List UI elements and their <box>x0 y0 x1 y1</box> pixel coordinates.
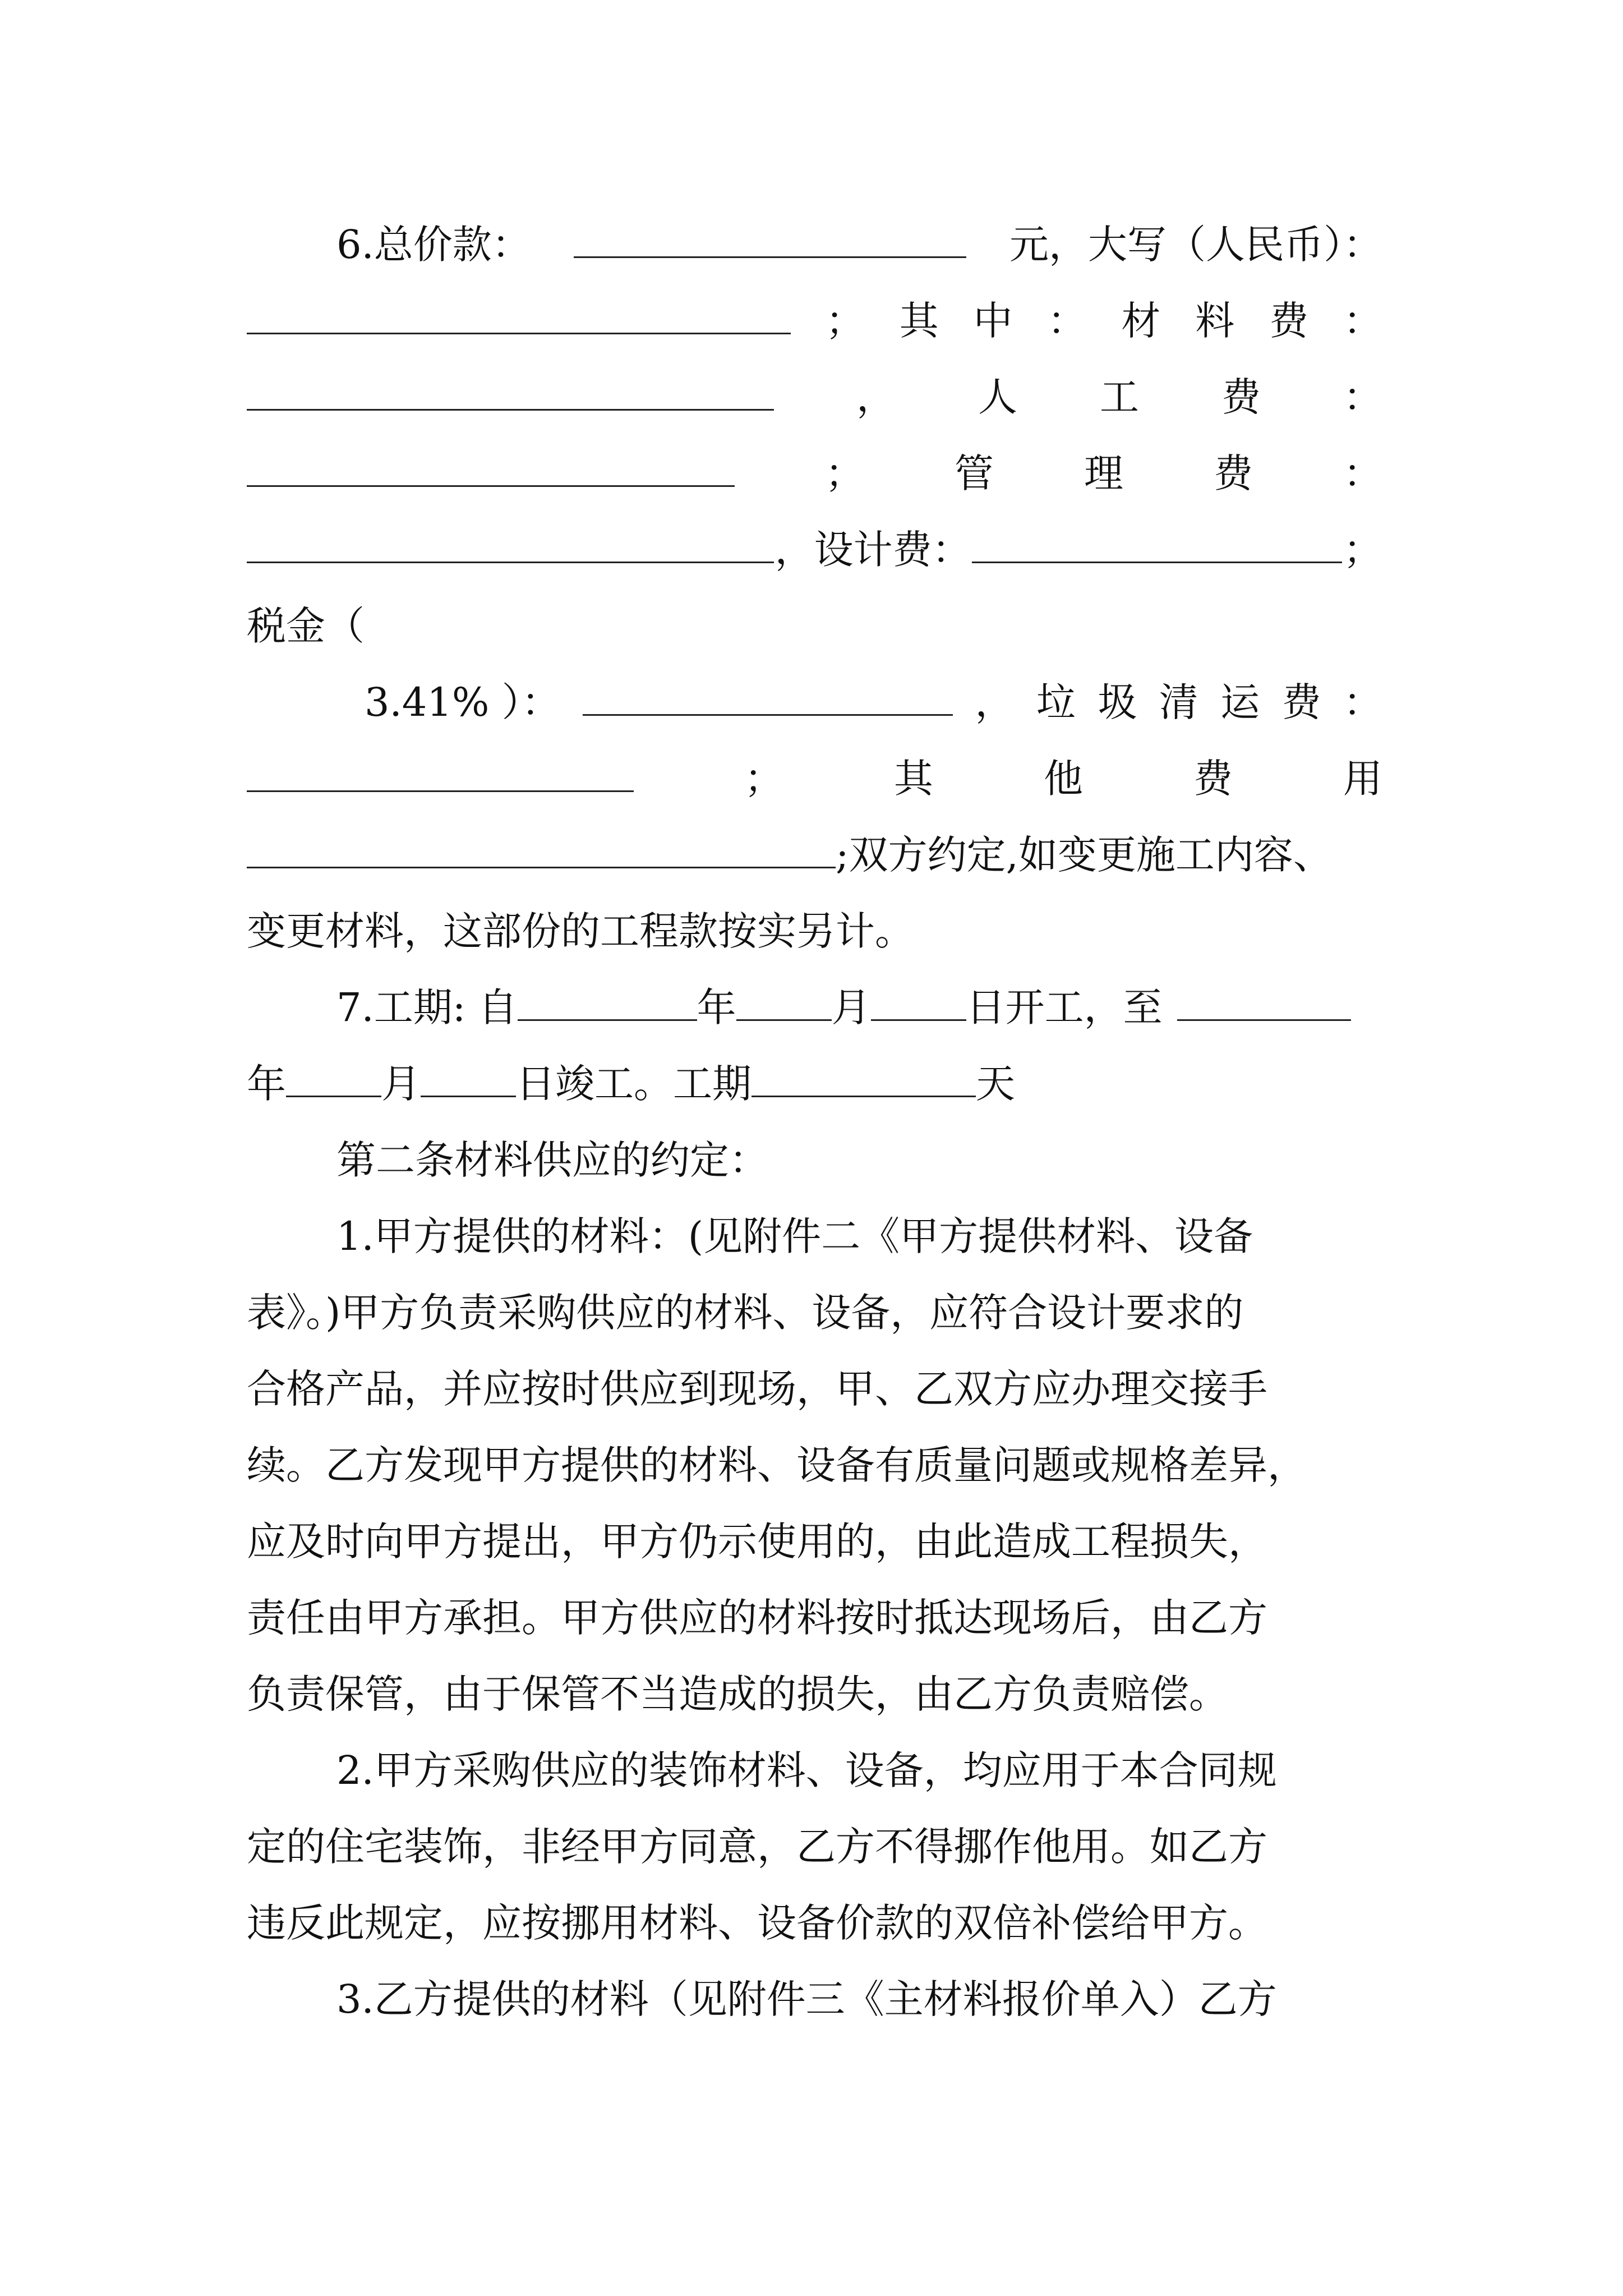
material-fee-char: 材 <box>1121 298 1161 344</box>
of-which-char: 其 <box>899 298 939 344</box>
garbage-fee-char: 圾 <box>1098 679 1137 725</box>
agreement-text: 变更材料，这部份的工程款按实另计。 <box>247 908 914 954</box>
end-month-blank[interactable] <box>286 1046 381 1097</box>
period-line <box>336 969 1382 1046</box>
tax-prefix-label: 税金（ <box>247 603 365 649</box>
garbage-fee-char: 费 <box>1281 679 1321 725</box>
p1-line: 1.甲方提供的材料：(见附件二《甲方提供材料、设备 <box>336 1213 1253 1259</box>
of-which-char: 中 <box>973 298 1013 344</box>
period-days-blank[interactable] <box>751 1046 976 1097</box>
agreement-line <box>247 817 1382 893</box>
start-year-blank[interactable] <box>518 970 697 1021</box>
p1-line: 负责保管，由于保管不当造成的损失，由乙方负责赔偿。 <box>247 1671 1228 1717</box>
mgmt-fee-blank[interactable] <box>247 512 774 563</box>
garbage-fee-char: 清 <box>1159 679 1198 725</box>
mgmt-fee-line <box>247 435 1382 512</box>
end-year-blank[interactable] <box>1177 970 1351 1021</box>
start-day-label: 日开工，至 <box>966 984 1163 1030</box>
tax-blank[interactable] <box>583 665 953 716</box>
p2-line: 定的住宅装饰，非经甲方同意，乙方不得挪作他用。如乙方 <box>247 1824 1267 1870</box>
labor-fee-blank[interactable] <box>247 436 735 487</box>
agreement-text: ;双方约定,如变更施工内容、 <box>836 832 1332 878</box>
tax-rate-line <box>365 664 1382 740</box>
other-fees-line <box>247 740 1382 817</box>
start-day-blank[interactable] <box>871 970 966 1021</box>
tax-rate-label: 3.41% ）： <box>365 679 561 725</box>
labor-fee-char: 人 <box>978 374 1017 420</box>
other-fees-char: 其 <box>894 756 933 802</box>
mgmt-fee-char: ： <box>1343 450 1382 496</box>
material-fee-char: ： <box>1343 298 1382 344</box>
days-label: 天 <box>976 1061 1015 1107</box>
other-fees-char: 费 <box>1193 756 1233 802</box>
labor-fee-char: ： <box>1343 374 1382 420</box>
section-2-title-text: 第二条材料供应的约定： <box>336 1137 768 1183</box>
mgmt-fee-char: 理 <box>1084 450 1123 496</box>
garbage-fee-char: 垃 <box>1036 679 1076 725</box>
garbage-fee-char: 运 <box>1220 679 1260 725</box>
semicolon: ； <box>825 298 865 344</box>
other-fees-blank[interactable] <box>247 817 836 868</box>
other-fees-char: 他 <box>1044 756 1083 802</box>
p1-line: 续。乙方发现甲方提供的材料、设备有质量问题或规格差异， <box>247 1442 1307 1488</box>
tax-prefix-line <box>247 588 1382 664</box>
year-label: 年 <box>697 984 736 1030</box>
month-label: 月 <box>831 984 871 1030</box>
material-fee-blank[interactable] <box>247 360 774 411</box>
other-fees-char: 用 <box>1343 756 1382 802</box>
garbage-fee-blank[interactable] <box>247 741 634 792</box>
semicolon: ； <box>825 450 864 496</box>
mgmt-fee-char: 管 <box>955 450 994 496</box>
semicolon: ； <box>744 756 783 802</box>
total-price-blank[interactable] <box>574 207 966 258</box>
uppercase-amount-blank[interactable] <box>247 283 791 334</box>
p1-line: 应及时向甲方提出，甲方仍示使用的，由此造成工程损失， <box>247 1519 1267 1565</box>
semicolon: ； <box>1343 527 1382 573</box>
month-label: 月 <box>381 1061 421 1107</box>
material-fee-char: 费 <box>1269 298 1309 344</box>
garbage-fee-char: ： <box>1343 679 1382 725</box>
p2-line: 违反此规定，应按挪用材料、设备价款的双倍补偿给甲方。 <box>247 1900 1267 1946</box>
material-fee-char: 料 <box>1195 298 1235 344</box>
agreement-line-2 <box>247 893 1382 969</box>
p1-line: 合格产品，并应按时供应到现场，甲、乙双方应办理交接手 <box>247 1366 1267 1412</box>
total-price-label: 6.总价款： <box>336 222 531 268</box>
total-price-line <box>336 206 1382 283</box>
period-line-2 <box>247 1046 1382 1122</box>
p3-line: 3.乙方提供的材料（见附件三《主材料报价单入）乙方 <box>336 1976 1277 2022</box>
labor-fee-char: 费 <box>1221 374 1261 420</box>
p2-line: 2.甲方采购供应的装饰材料、设备，均应用于本合同规 <box>336 1747 1277 1793</box>
yuan-uppercase-label: 元，大写（人民币）： <box>1009 222 1382 268</box>
end-day-label: 日竣工。工期 <box>516 1061 751 1107</box>
section-2-title <box>336 1122 1382 1198</box>
design-fee-label: ，设计费： <box>774 527 971 573</box>
period-label: 7.工期: 自 <box>336 984 518 1030</box>
labor-fee-line <box>247 359 1382 435</box>
of-which-line <box>247 283 1382 359</box>
design-fee-blank[interactable] <box>972 512 1342 563</box>
comma: ， <box>975 679 1015 725</box>
p1-line: 表》。)甲方负责采购供应的材料、设备，应符合设计要求的 <box>247 1290 1244 1336</box>
mgmt-fee-char: 费 <box>1214 450 1253 496</box>
design-fee-line <box>247 512 1382 588</box>
labor-fee-char: 工 <box>1100 374 1139 420</box>
of-which-char: ： <box>1047 298 1087 344</box>
comma: ， <box>856 374 896 420</box>
end-day-blank[interactable] <box>421 1046 516 1097</box>
start-month-blank[interactable] <box>736 970 832 1021</box>
p1-line: 责任由甲方承担。甲方供应的材料按时抵达现场后，由乙方 <box>247 1595 1267 1641</box>
year-label: 年 <box>247 1061 286 1107</box>
